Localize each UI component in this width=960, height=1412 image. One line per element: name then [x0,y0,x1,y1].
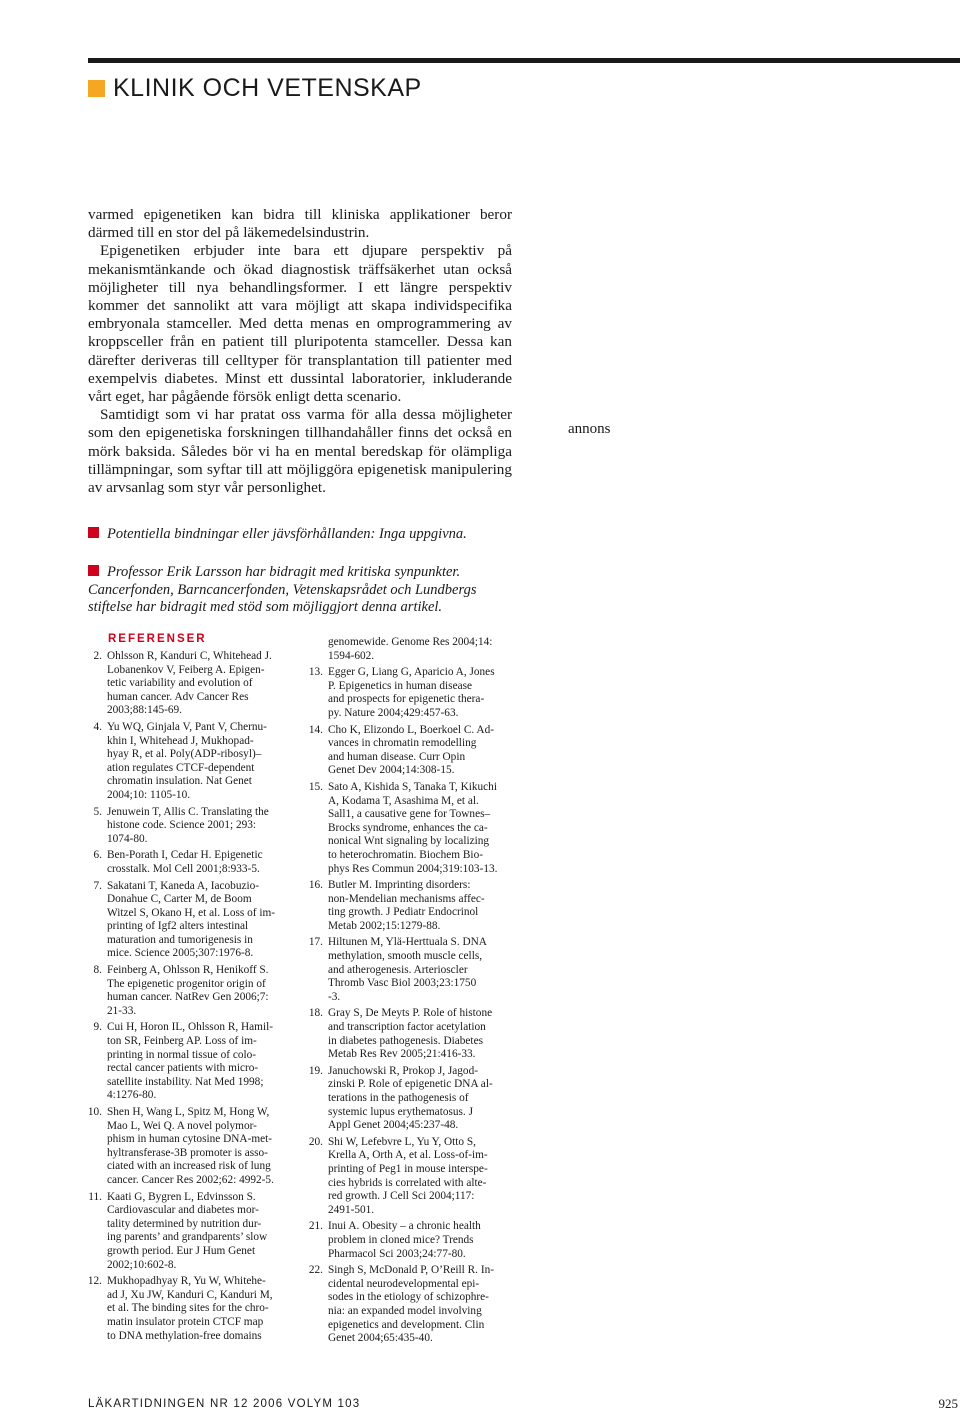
conflicts-note [88,526,512,544]
reference-number: 13. [308,666,323,679]
reference-item [305,1220,517,1261]
reference-text: Sakatani T, Kaneda A, Iacobuzio- Donahue C, Carter M, de Boom Witzel S, Okano H, et al. Loss of im- printing of Igf2 alters intestinal maturation and tumorigenesis in mice. Science 2005;307:1976-8. [107,879,276,960]
reference-item [305,781,517,876]
reference-text: Butler M. Imprinting disorders: non-Mendelian mechanisms affec- ting growth. J Pediatr Endocrinol Metab 2002;15:1279-88. [328,879,485,932]
orange-square-icon [88,80,105,97]
reference-number: 16. [308,879,323,892]
reference-item [305,666,517,720]
reference-item [305,724,517,778]
reference-item [305,936,517,1004]
reference-text: Yu WQ, Ginjala V, Pant V, Chernu- khin I, Whitehead J, Mukhopad- hyay R, et al. Poly(ADP-ribosyl)– ation regulates CTCF-dependent chromatin insulation. Nat Genet 2004;10: 1105-10. [107,720,267,801]
page-number: 925 [938,1396,958,1411]
reference-number: 14. [308,723,323,736]
reference-item [305,636,517,663]
reference-text: Ben-Porath I, Cedar H. Epigenetic crosstalk. Mol Cell 2001;8:933-5. [107,849,263,875]
reference-item [305,1264,517,1346]
reference-text: Kaati G, Bygren L, Edvinsson S. Cardiovascular and diabetes mor- tality determined by nutrition dur- ing parents’ and grandparents’ slow growth period. Eur J Hum Genet 2002;10:602-8. [107,1190,268,1271]
reference-item [84,964,296,1018]
reference-number: 5. [93,805,102,818]
section-header [88,74,422,103]
reference-number: 17. [308,936,323,949]
annons-label: annons [568,421,611,437]
reference-number: 18. [308,1007,323,1020]
article-body [88,206,512,497]
references-column-1 [84,650,296,1346]
reference-item [305,1136,517,1218]
reference-text: Shen H, Wang L, Spitz M, Hong W, Mao L, Wei Q. A novel polymor- phism in human cytosine DNA-met- hyltransferase-3B promoter is asso- ciated with an increased risk of lung cancer. Cancer Res 2002;62: 4992-5. [107,1106,274,1186]
reference-item [84,650,296,718]
reference-text: Ohlsson R, Kanduri C, Whitehead J. Lobanenkov V, Feiberg A. Epigen- tetic variability and evolution of human cancer. Adv Cancer Res 2003;88:145-69. [107,650,272,717]
reference-text: Januchowski R, Prokop J, Jagod- zinski P. Role of epigenetic DNA al- terations in the pathogenesis of systemic lupus erythematosus. J Appl Genet 2004;45:237-48. [328,1064,493,1132]
reference-item [84,806,296,847]
header-rule [88,58,960,63]
reference-item [84,721,296,803]
reference-item [84,1021,296,1103]
conflicts-text: Potentiella bindningar eller jävsförhållanden: Inga uppgivna. [107,526,467,542]
section-title: KLINIK OCH VETENSKAP [113,74,422,102]
reference-number: 10. [87,1106,102,1118]
reference-number: 2. [93,650,102,662]
reference-number: 12. [87,1275,102,1288]
reference-item [305,1065,517,1133]
reference-text: Sato A, Kishida S, Tanaka T, Kikuchi A, Kodama T, Asashima M, et al. Sall1, a causative gene for Townes– Brocks syndrome, enhances the ca- nonical Wnt signaling by localizing to heterochromatin. Biochem Bio- phys Res Commun 2004;319:103-13. [328,780,498,875]
reference-number: 15. [308,780,323,793]
reference-text: Singh S, McDonald P, O’Reill R. In- cidental neurodevelopmental epi- sodes in the etiology of schizophre- nia: an expanded model involving epigenetics and development. Clin Genet 2004;65:435-40. [328,1264,495,1345]
reference-number: 22. [308,1264,323,1277]
reference-item [305,1007,517,1061]
reference-text: Shi W, Lefebvre L, Yu Y, Otto S, Krella A, Orth A, et al. Loss-of-im- printing of Peg1 in mouse interspe- cies hybrids is correlated with alte- red growth. J Cell Sci 2004;117: 2491-501. [328,1135,488,1216]
reference-item [84,880,296,962]
reference-number: 7. [93,879,102,892]
reference-text: Cui H, Horon IL, Ohlsson R, Hamil- ton SR, Feinberg AP. Loss of im- printing in normal tissue of colo- rectal cancer patients with micro- satellite instability. Nat Med 1998; 4:1276-80. [107,1021,273,1102]
body-paragraph-3: Samtidigt som vi har pratat oss varma för alla dessa möjligheter som den epigenetiska forskningen tillhandahåller finns det också en mörk baksida. Således bör vi ha en mental beredskap för olämpliga tillämpningar, som syftar till att möjliggöra epigenetisk manipulering av arvsanlag som styr vår personlighet. [88,406,512,497]
reference-item [84,849,296,876]
red-square-icon [88,527,99,538]
reference-number: 21. [308,1220,323,1233]
reference-text: Hiltunen M, Ylä-Herttuala S. DNA methylation, smooth muscle cells, and atherogenesis. Arterioscler Thromb Vasc Biol 2003;23:1750 -3. [328,936,487,1003]
reference-number: 9. [93,1021,102,1034]
references-heading: REFERENSER [108,633,207,645]
reference-item [84,1191,296,1273]
reference-number: 4. [93,720,102,733]
acknowledgement-text: Professor Erik Larsson har bidragit med kritiska synpunkter. Cancerfonden, Barncancerfonden, Vetenskapsrådet och Lundbergs stiftelse har bidragit med stöd som möjliggjort denna artikel. [88,564,477,616]
references-column-2 [305,636,517,1349]
reference-text: Feinberg A, Ohlsson R, Henikoff S. The epigenetic progenitor origin of human cancer. NatRev Gen 2006;7: 21-33. [107,964,269,1017]
reference-item [84,1275,296,1343]
reference-text: genomewide. Genome Res 2004;14: 1594-602. [328,636,493,662]
reference-item [84,1106,296,1188]
reference-text: Gray S, De Meyts P. Role of histone and transcription factor acetylation in diabetes pathogenesis. Diabetes Metab Res Rev 2005;21:416-33. [328,1007,493,1061]
reference-text: Mukhopadhyay R, Yu W, Whitehe- ad J, Xu JW, Kanduri C, Kanduri M, et al. The binding sites for the chro- matin insulator protein CTCF map to DNA methylation-free domains [107,1275,273,1342]
reference-text: Egger G, Liang G, Aparicio A, Jones P. Epigenetics in human disease and prospects for epigenetic thera- py. Nature 2004;429:457-63. [328,666,495,719]
reference-number [305,636,328,663]
footer-journal: LÄKARTIDNINGEN NR 12 2006 VOLYM 103 [88,1398,361,1410]
red-square-icon [88,565,99,576]
body-paragraph-1: varmed epigenetiken kan bidra till kliniska applikationer beror därmed till en stor del på läkemedelsindustrin. [88,206,512,242]
reference-text: Cho K, Elizondo L, Boerkoel C. Ad- vances in chromatin remodelling and human disease. Curr Opin Genet Dev 2004;14:308-15. [328,723,494,777]
reference-number: 11. [88,1190,102,1203]
acknowledgement-note [88,564,512,617]
body-paragraph-2: Epigenetiken erbjuder inte bara ett djupare perspektiv på mekanismtänkande och ökad diagnostisk träffsäkerhet utan också möjligheter till nya behandlingsformer. I ett längre perspektiv kommer det sannolikt att vara möjligt att skapa individspecifika embryonala stamceller. Med detta menas en omprogrammering av kroppsceller från en patient till pluripotenta stamceller. Dessa kan därefter deriveras till celltyper för transplantation till patienter med exempelvis diabetes. Minst ett dussintal laboratorier, inkluderande vårt eget, har pågående försök enligt detta scenario. [88,242,512,406]
reference-number: 6. [93,849,102,862]
reference-item [305,879,517,933]
reference-number: 20. [308,1135,323,1148]
reference-text: Inui A. Obesity – a chronic health problem in cloned mice? Trends Pharmacol Sci 2003;24:77-80. [328,1220,481,1260]
reference-number: 8. [93,964,102,977]
reference-number: 19. [308,1064,323,1077]
reference-text: Jenuwein T, Allis C. Translating the histone code. Science 2001; 293: 1074-80. [107,805,269,845]
